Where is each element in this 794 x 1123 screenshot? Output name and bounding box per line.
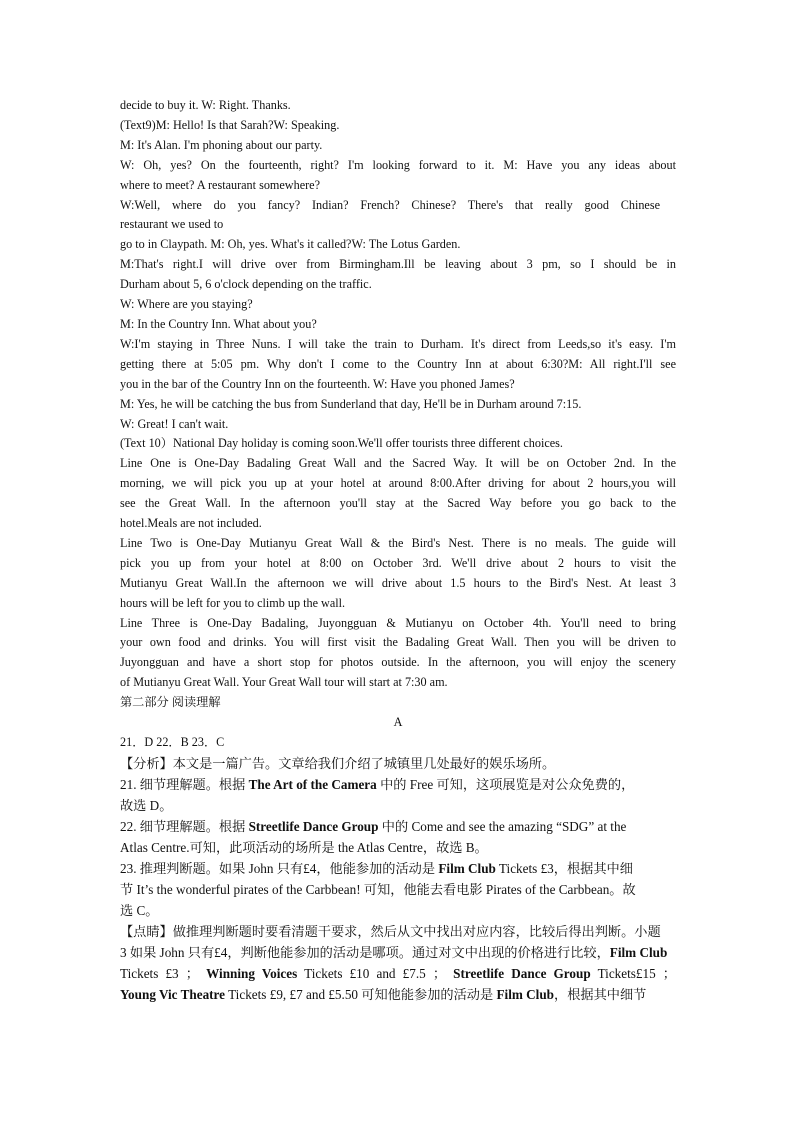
text-line bbox=[120, 984, 676, 1005]
passage-label-a: A bbox=[393, 715, 403, 730]
text-line: morning, we will pick you up at your hotel at around 8:00.After driving for about 2 hours,you will bbox=[120, 476, 676, 491]
text-span: Tickets £9, £7 and £5.50 可知他能参加的活动是 bbox=[225, 986, 497, 1002]
section-heading-part2: 第二部分 阅读理解 bbox=[120, 695, 221, 710]
text-span: 中的 Free 可知，这项展览是对公众免费的， bbox=[376, 776, 635, 792]
dianjing-note: 【点睛】做推理判断题时要看清题干要求，然后从文中找出对应内容，比较后得出判断。小题 bbox=[120, 923, 661, 939]
text-line: where to meet? A restaurant somewhere? bbox=[120, 177, 320, 192]
text-line: hours will be left for you to climb up the wall. bbox=[120, 595, 346, 610]
text-line: of Mutianyu Great Wall. Your Great Wall tour will start at 7:30 am. bbox=[120, 675, 448, 690]
text-line: W:Well, where do you fancy? Indian? French? Chinese? There's that really good Chinese bbox=[120, 197, 660, 212]
text-line: Line Three is One-Day Badaling, Juyongguan & Mutianyu on October 4th. You'll need to bring bbox=[120, 615, 676, 630]
text-line: (Text9)M: Hello! Is that Sarah?W: Speaking. bbox=[120, 117, 340, 132]
bold-span: The Art of the Camera bbox=[248, 776, 377, 792]
text-line: M: In the Country Inn. What about you? bbox=[120, 316, 317, 331]
text-line: W:I'm staying in Three Nuns. I will take the train to Durham. It's direct from Leeds,so it's easy. I'm bbox=[120, 336, 676, 351]
text-line: Durham about 5, 6 o'clock depending on the traffic. bbox=[120, 277, 372, 292]
text-line: W: Great! I can't wait. bbox=[120, 416, 229, 431]
text-line bbox=[120, 963, 676, 984]
text-span: 中的 Come and see the amazing “SDG” at the bbox=[378, 818, 627, 834]
text-span: Tickets £10 and £7.5 ； bbox=[297, 965, 454, 981]
text-line: go to in Claypath. M: Oh, yes. What's it called?W: The Lotus Garden. bbox=[120, 237, 461, 252]
text-span: 21. 细节理解题。根据 bbox=[120, 776, 249, 792]
bold-span: Young Vic Theatre bbox=[120, 986, 226, 1002]
text-line: Juyongguan and have a short stop for photos outside. In the afternoon, you will enjoy the scenery bbox=[120, 655, 676, 670]
text-line: W: Oh, yes? On the fourteenth, right? I'm looking forward to it. M: Have you any ideas about bbox=[120, 157, 676, 172]
bold-span: Film Club bbox=[496, 986, 555, 1002]
bold-span: Streetlife Dance Group bbox=[453, 965, 591, 981]
text-span: Tickets £3，根据其中细 bbox=[495, 860, 633, 876]
section-heading-text10: (Text 10）National Day holiday is coming soon.We'll offer tourists three different choices. bbox=[120, 436, 563, 451]
text-line: 故选 D。 bbox=[120, 797, 173, 813]
text-line: 节 It’s the wonderful pirates of the Carbbean! 可知，他能去看电影 Pirates of the Carbbean。故 bbox=[120, 881, 636, 897]
text-line: see the Great Wall. In the afternoon you'll stay at the Sacred Way before you go back to the bbox=[120, 496, 676, 511]
text-line: M: Yes, he will be catching the bus from Sunderland that day, He'll be in Durham around 7:15. bbox=[120, 396, 582, 411]
text-line bbox=[120, 942, 676, 963]
text-line: hotel.Meals are not included. bbox=[120, 516, 262, 531]
analysis-summary: 【分析】本文是一篇广告。文章给我们介绍了城镇里几处最好的娱乐场所。 bbox=[120, 755, 556, 771]
text-line: pick you up from your hotel at 8:00 on October 3rd. We'll drive about 2 hours to visit the bbox=[120, 555, 676, 570]
text-line: M: It's Alan. I'm phoning about our party. bbox=[120, 137, 323, 152]
answer-key: 21．D 22．B 23．C bbox=[120, 735, 225, 749]
text-span: 3 如果 John 只有£4，判断他能参加的活动是哪项。通过对文中出现的价格进行比较， bbox=[120, 944, 610, 960]
text-span: ，根据其中细节 bbox=[554, 986, 647, 1002]
text-span: Tickets £3 ； bbox=[120, 965, 207, 981]
text-span: 23. 推理判断题。如果 John 只有£4，他能参加的活动是 bbox=[120, 860, 439, 876]
explanation-q22 bbox=[120, 816, 676, 837]
text-span: 22. 细节理解题。根据 bbox=[120, 818, 249, 834]
text-line: W: Where are you staying? bbox=[120, 297, 253, 312]
explanation-q23 bbox=[120, 858, 676, 879]
document-page bbox=[120, 96, 676, 1005]
explanation-q21 bbox=[120, 774, 676, 795]
text-line: restaurant we used to bbox=[120, 217, 224, 232]
text-line: Atlas Centre.可知，此项活动的场所是 the Atlas Centre，故选 B。 bbox=[120, 839, 488, 855]
text-line: M:That's right.I will drive over from Birmingham.Ill be leaving about 3 pm, so I should be in bbox=[120, 257, 676, 272]
bold-span: Streetlife Dance Group bbox=[248, 818, 379, 834]
text-line: you in the bar of the Country Inn on the fourteenth. W: Have you phoned James? bbox=[120, 376, 515, 391]
bold-span: Winning Voices bbox=[206, 965, 298, 981]
text-line: decide to buy it. W: Right. Thanks. bbox=[120, 98, 291, 112]
bold-span: Film Club bbox=[438, 860, 496, 876]
text-line: your own food and drinks. You will first visit the Badaling Great Wall. Then you will be driven to bbox=[120, 635, 676, 650]
text-line: 选 C。 bbox=[120, 902, 159, 918]
text-line: getting there at 5:05 pm. Why don't I come to the Country Inn at about 6:30?M: All right.I'll see bbox=[120, 356, 676, 371]
text-line: Line Two is One-Day Mutianyu Great Wall & the Bird's Nest. There is no meals. The guide will bbox=[120, 535, 676, 550]
text-span: Tickets£15 ； bbox=[590, 965, 676, 981]
bold-span: Film Club bbox=[609, 944, 668, 960]
text-line: Line One is One-Day Badaling Great Wall and the Sacred Way. It will be on October 2nd. In the bbox=[120, 456, 676, 471]
text-line: Mutianyu Great Wall.In the afternoon we will drive about 1.5 hours to the Bird's Nest. At least 3 bbox=[120, 575, 676, 590]
